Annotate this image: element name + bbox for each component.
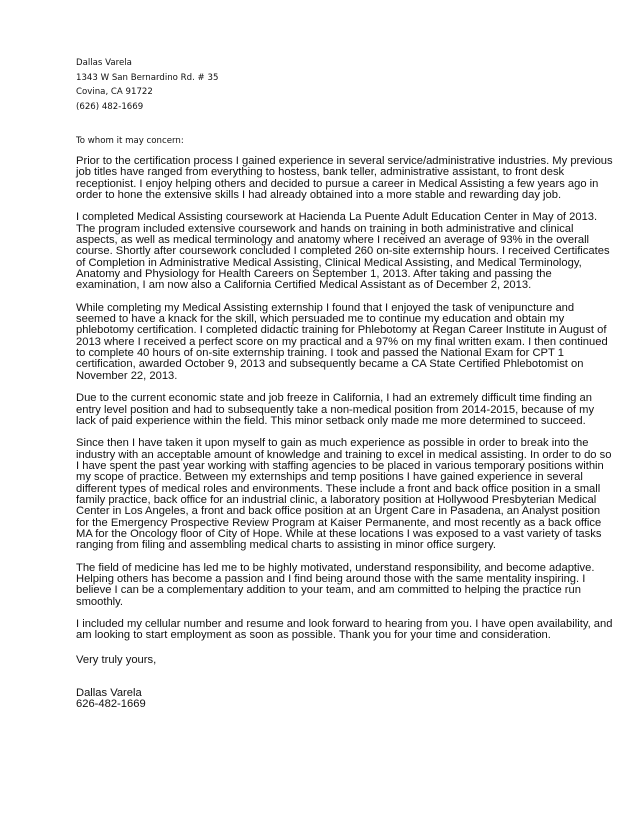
paragraph-motivation: The field of medicine has led me to be highly motivated, understand responsibility, and become adaptive. Helping others has become a passion and I find being around those with the same mentality inspiring. I believe I can be a complementary addition to your team, and am committed to helping the practice run smoothly. (76, 561, 595, 608)
paragraph-availability: I included my cellular number and resume and look forward to hearing from you. I have open availability, and am looking to start employment as soon as possible. Thank you for your time and consideration. (76, 618, 613, 642)
sender-city-state-zip: Covina, CA 91722 (76, 87, 153, 97)
paragraph-experience: Prior to the certification process I gained experience in several service/administrative industries. My previous job titles have ranged from everything to hostess, bank teller, administrative assistant, to front desk receptionist. I enjoy helping others and decided to pursue a career in Medical Assisting a few years ago in order to hone the extensive skills I had already obtained into a more stable and rewarding day job. (76, 155, 613, 201)
paragraph-coursework: I completed Medical Assisting coursework at Hacienda La Puente Adult Education Center in May of 2013. The program included extensive coursework and hands on training in both administrative and clinical aspects, as well as medical terminology and anatomy where I received an average of 93% in the overall course. Shortly after coursework concluded I completed 260 on-site externship hours. I received Certificates of Completion in Administrative Medical Assisting, Clinical Medical Assisting, and Medical Terminology, Anatomy and Physiology for Health Careers on September 1, 2013. After taking and passing the examination, I am now also a California Certified Medical Assistant as of December 2, 2013. (76, 211, 610, 292)
paragraph-phlebotomy: While completing my Medical Assisting externship I found that I enjoyed the task of venipuncture and seemed to have a knack for the skill, which persuaded me to continue my education and obtain my phlebotomy certification. I completed didactic training for Phlebotomy at Regan Career Institute in August of 2013 where I received a perfect score on my practical and a 97% on my final written exam. I then continued to complete 40 hours of on-site externship training. I took and passed the National Exam for CPT 1 certification, awarded October 9, 2013 and subsequently became a CA State Certified Phlebotomist on November 22, 2013. (76, 301, 608, 382)
salutation: To whom it may concern: (76, 136, 184, 146)
signature-name: Dallas Varela (76, 687, 142, 699)
signature-block (76, 688, 146, 711)
sender-street: 1343 W San Bernardino Rd. # 35 (76, 72, 219, 83)
signature-phone: 626-482-1669 (76, 698, 146, 711)
paragraph-job-freeze: Due to the current economic state and job freeze in California, I had an extremely difficult time finding an entry level position and had to subsequently take a non-medical position from 2014-2015, because of my lack of paid experience within the field. This minor setback only made me more determined to succeed. (76, 392, 595, 427)
paragraph-temp-positions: Since then I have taken it upon myself to gain as much experience as possible in order to break into the industry with an acceptable amount of knowledge and training to excel in medical assisting. In order to do so I have spent the past year working with staffing agencies to be placed in various temporary positions within my scope of practice. Between my externships and temp positions I have gained experience in several different types of medical roles and environments. These include a front and back office position in a small family practice, back office for an industrial clinic, a laboratory position at Hollywood Presbyterian Medical Center in Los Angeles, a front and back office position at an Urgent Care in Pasadena, an Analyst position for the Emergency Prospective Review Program at Kaiser Permanente, and most recently as a back office MA for the Oncology floor of City of Hope. While at these locations I was exposed to a vast variety of tasks ranging from filing and assembling medical charts to assisting in minor office surgery. (76, 437, 612, 552)
sender-name: Dallas Varela (76, 58, 132, 68)
sender-address-block (76, 56, 218, 114)
letter-body (76, 156, 616, 653)
closing: Very truly yours, (76, 654, 157, 666)
sender-phone: (626) 482-1669 (76, 101, 144, 112)
